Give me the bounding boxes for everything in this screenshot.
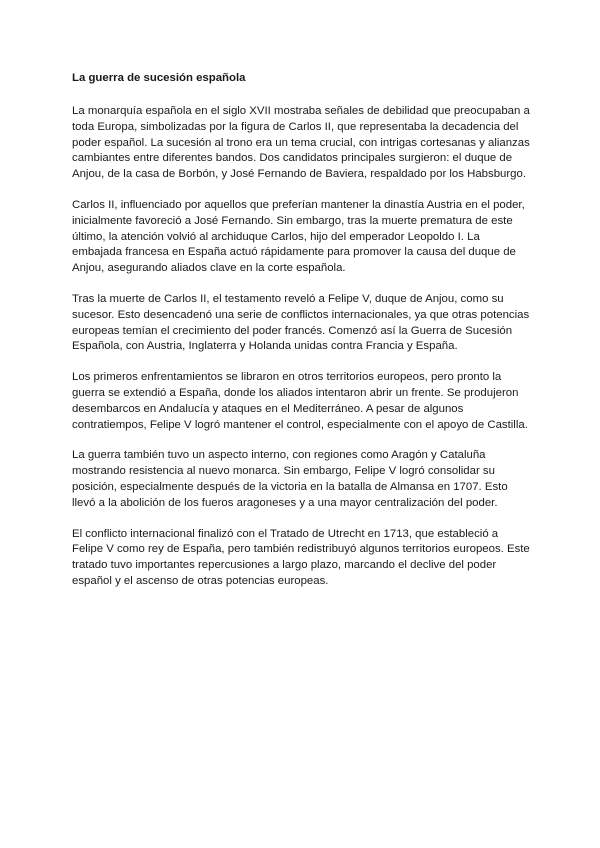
paragraph-5: La guerra también tuvo un aspecto interno, con regiones como Aragón y Cataluña mostrando resistencia al nuevo monarca. Sin embargo, Felipe V logró consolidar su posición, especialmente después de la victoria en la batalla de Almansa en 1707. Esto llevó a la abolición de los fueros aragoneses y a una mayor centralización del poder.: [72, 449, 508, 509]
paragraph-2: Carlos II, influenciado por aquellos que preferían mantener la dinastía Austria en el poder, inicialmente favoreció a José Fernando. Sin embargo, tras la muerte prematura de este último, la atención volvió al archiduque Carlos, hijo del emperador Leopoldo I. La embajada francesa en España actuó rápidamente para promover la causa del duque de Anjou, asegurando aliados clave en la corte española.: [72, 198, 525, 275]
paragraph-1: La monarquía española en el siglo XVII mostraba señales de debilidad que preocupaban a toda Europa, simbolizadas por la figura de Carlos II, que representaba la decadencia del poder español. La sucesión al trono era un tema crucial, con intrigas cortesanas y alianzas cambiantes entre diferentes bandos. Dos candidatos principales surgieron: el duque de Anjou, de la casa de Borbón, y José Fernando de Baviera, respaldado por los Habsburgo.: [72, 105, 530, 181]
paragraph-6: El conflicto internacional finalizó con el Tratado de Utrecht en 1713, que estableció a Felipe V como rey de España, pero también redistribuyó algunos territorios europeos. Este tratado tuvo importantes repercusiones a largo plazo, marcando el declive del poder español y el ascenso de otras potencias europeas.: [72, 527, 530, 587]
paragraph-3: Tras la muerte de Carlos II, el testamento reveló a Felipe V, duque de Anjou, como su sucesor. Esto desencadenó una serie de conflictos internacionales, ya que otras potencias europeas temían el crecimiento del poder francés. Comenzó así la Guerra de Sucesión Española, con Austria, Inglaterra y Holanda unidas contra Francia y España.: [72, 292, 530, 353]
document-title: La guerra de sucesión española: [72, 72, 246, 84]
document-page: [72, 70, 532, 605]
paragraph-4: Los primeros enfrentamientos se libraron en otros territorios europeos, pero pronto la guerra se extendió a España, donde los aliados intentaron abrir un frente. Se produjeron desembarcos en Andalucía y ataques en el Mediterráneo. A pesar de algunos contratiempos, Felipe V logró mantener el control, especialmente con el apoyo de Castilla.: [72, 371, 528, 431]
